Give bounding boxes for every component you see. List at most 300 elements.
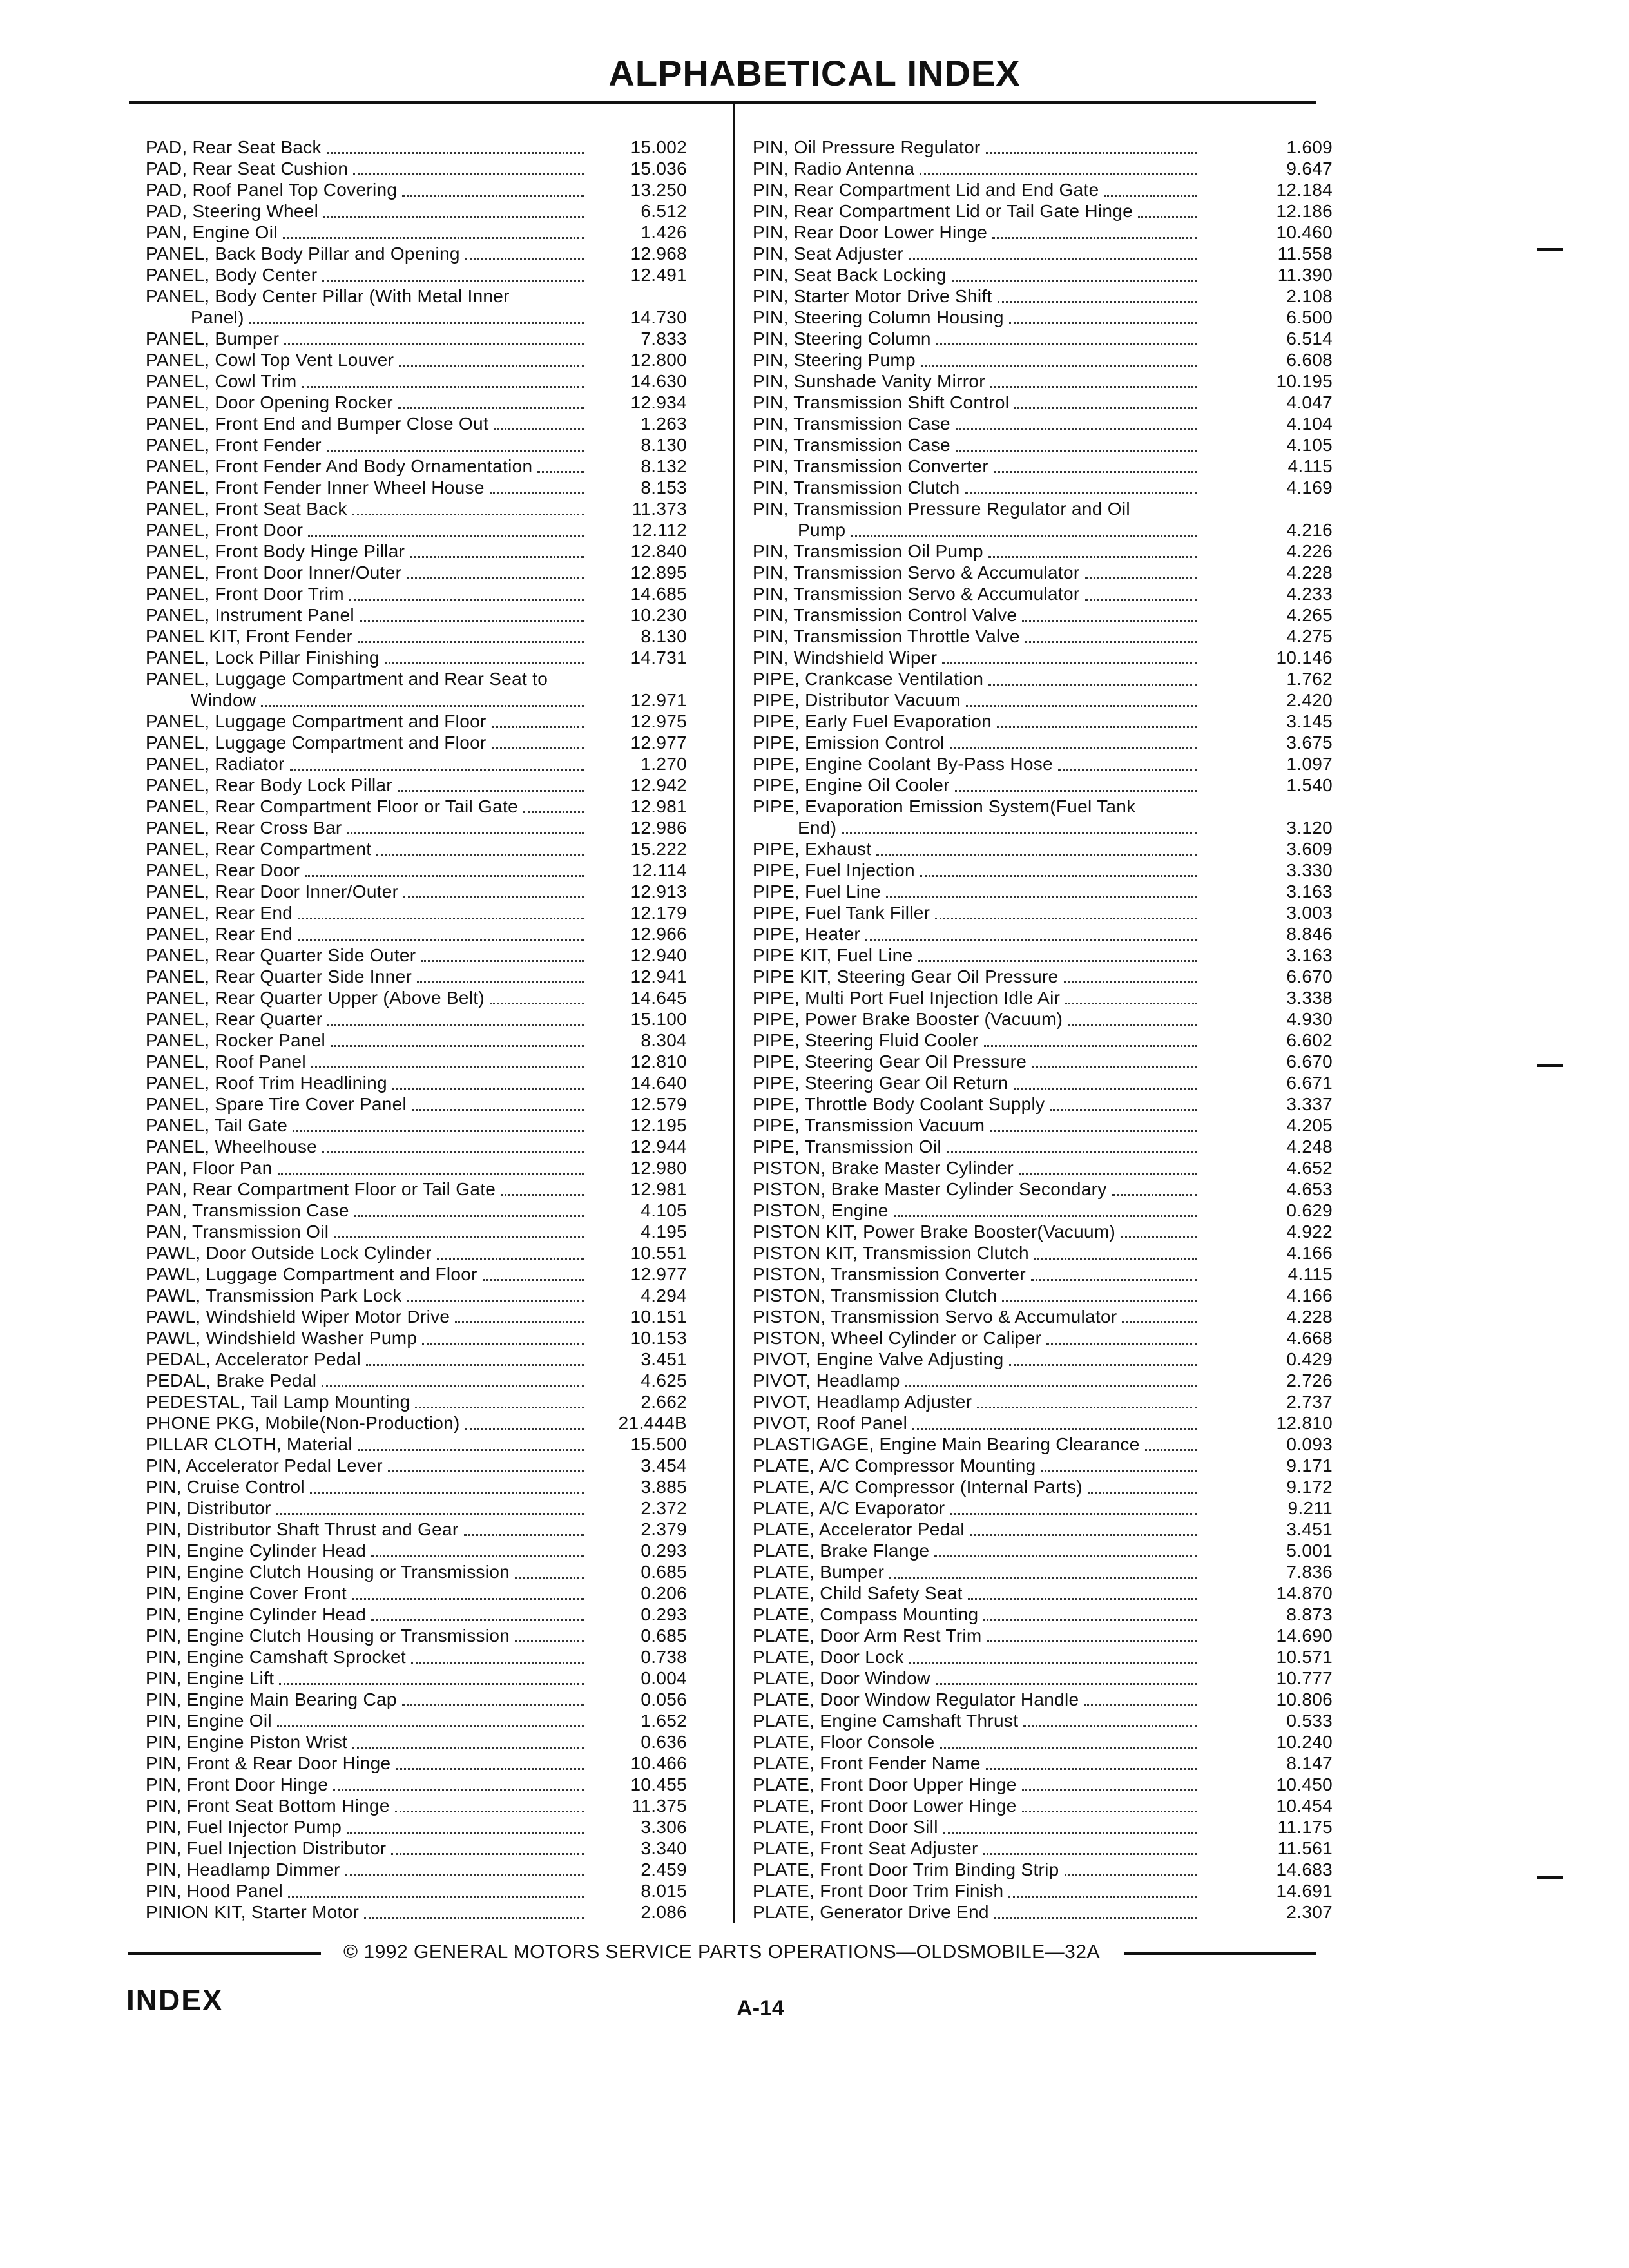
index-entry [146,1136,687,1157]
entry-name: PINION KIT, Starter Motor [146,1902,360,1922]
dot-leader [305,860,584,877]
dot-leader [284,328,584,345]
entry-name: PANEL, Body Center [146,265,318,285]
index-entry [753,222,1333,243]
index-entry [753,1072,1333,1093]
entry-name: PANEL, Luggage Compartment and Floor [146,733,487,753]
dot-leader [997,711,1197,728]
entry-name: PLATE, Front Door Trim Finish [753,1881,1004,1901]
dot-leader [494,413,584,430]
entry-name: PEDAL, Accelerator Pedal [146,1349,361,1369]
index-entry [146,860,687,881]
entry-name: PLATE, Front Fender Name [753,1753,981,1773]
dot-leader [1138,200,1197,218]
entry-reference: 0.629 [1286,1200,1333,1220]
entry-reference: 12.968 [630,244,687,264]
dot-leader [1121,1221,1197,1238]
dot-leader [1023,1710,1197,1727]
dot-leader [279,1667,584,1685]
entry-name: PIPE, Emission Control [753,733,945,753]
index-entry [753,1264,1333,1285]
index-entry [753,1221,1333,1242]
index-entry [753,349,1333,370]
entry-reference: 14.690 [1276,1626,1333,1646]
entry-name: PIN, Transmission Servo & Accumulator [753,584,1080,604]
dot-leader [1014,1072,1197,1090]
entry-name: PLATE, Generator Drive End [753,1902,989,1922]
index-entry [753,328,1333,349]
index-entry [753,200,1333,222]
dot-leader [310,1476,584,1494]
entry-reference: 0.685 [641,1562,687,1582]
dot-leader [994,456,1197,473]
dot-leader [1014,392,1197,409]
entry-reference: 3.163 [1286,881,1333,901]
entry-name: PANEL, Front Seat Back [146,499,347,519]
entry-name: PLASTIGAGE, Engine Main Bearing Clearance [753,1434,1140,1454]
index-entry [753,966,1333,987]
index-entry [146,456,687,477]
dot-leader [288,1880,584,1898]
index-entry [146,285,687,307]
entry-reference: 0.004 [641,1668,687,1688]
dot-leader [399,349,584,367]
index-entry [146,1264,687,1285]
entry-name: PIN, Rear Door Lower Hinge [753,222,988,242]
index-entry [753,1306,1333,1327]
entry-name: PANEL, Rear End [146,924,293,944]
index-entry [146,1434,687,1455]
dot-leader [952,264,1197,282]
entry-reference: 6.670 [1286,1052,1333,1072]
entry-reference: 12.981 [630,1179,687,1199]
dot-leader [322,1136,584,1153]
dot-leader [1019,1157,1197,1175]
index-entry [753,1008,1333,1030]
entry-name: PLATE, Door Arm Rest Trim [753,1626,982,1646]
entry-name: PANEL, Rear Quarter Upper (Above Belt) [146,988,485,1008]
dot-leader [465,1412,584,1430]
index-entry [146,477,687,498]
entry-reference: 8.873 [1286,1604,1333,1624]
entry-reference: 11.375 [631,1796,687,1816]
entry-name: PIN, Engine Clutch Housing or Transmission [146,1562,510,1582]
entry-reference: 2.662 [641,1392,687,1412]
entry-name: PANEL, Rear Compartment Floor or Tail Gate [146,796,518,816]
index-entry [146,1710,687,1731]
page-title: ALPHABETICAL INDEX [608,53,1021,93]
entry-reference: 7.836 [1286,1562,1333,1582]
entry-reference: 10.777 [1276,1668,1333,1688]
entry-reference: 4.248 [1286,1137,1333,1157]
entry-name: PIN, Engine Lift [146,1668,275,1688]
index-entry [753,1178,1333,1200]
entry-name: PIPE, Steering Fluid Cooler [753,1030,979,1050]
index-entry [753,1157,1333,1178]
entry-name: PIN, Engine Clutch Housing or Transmission [146,1626,510,1646]
dot-leader [411,1646,584,1664]
index-entry [753,753,1333,774]
dot-leader [302,370,584,388]
entry-name: PIN, Distributor Shaft Thrust and Gear [146,1519,459,1539]
dot-leader [415,1391,584,1408]
index-entry [146,583,687,604]
index-entry [753,583,1333,604]
dot-leader [950,732,1197,749]
entry-reference: 0.056 [641,1689,687,1709]
dot-leader [998,285,1197,303]
dot-leader [385,647,584,664]
entry-name: PLATE, Engine Camshaft Thrust [753,1711,1019,1731]
index-entry [146,1157,687,1178]
entry-reference: 3.337 [1286,1094,1333,1114]
entry-reference: 12.913 [630,881,687,901]
entry-name: PANEL, Radiator [146,754,285,774]
index-entry [753,647,1333,668]
entry-reference: 10.151 [630,1307,687,1327]
entry-reference: 8.153 [641,477,687,497]
index-entry [753,1901,1333,1923]
entry-reference: 4.228 [1286,1307,1333,1327]
entry-reference: 10.146 [1276,648,1333,668]
margin-mark [1537,1064,1563,1067]
dot-leader [894,1200,1197,1217]
dot-leader [398,392,584,409]
entry-name: PHONE PKG, Mobile(Non-Production) [146,1413,460,1433]
entry-name: PISTON, Engine [753,1200,889,1220]
entry-name: PIN, Engine Camshaft Sprocket [146,1647,406,1667]
entry-name: PISTON KIT, Transmission Clutch [753,1243,1029,1263]
dot-leader [402,179,584,197]
entry-name: Panel) [191,307,244,327]
entry-name: Pump [798,520,846,540]
entry-reference: 12.944 [630,1137,687,1157]
index-entry [753,498,1333,519]
index-entry [146,1221,687,1242]
entry-reference: 6.514 [1286,329,1333,349]
entry-name: PIPE, Evaporation Emission System(Fuel Tank [753,796,1136,816]
entry-name: PLATE, Accelerator Pedal [753,1519,965,1539]
dot-leader [886,881,1197,898]
entry-name: PIN, Accelerator Pedal Lever [146,1456,383,1475]
index-entry [753,519,1333,541]
index-entry [146,689,687,711]
entry-reference: 12.810 [1276,1413,1333,1433]
dot-leader [988,668,1197,686]
entry-reference: 14.683 [1276,1860,1333,1879]
entry-name: PANEL, Rear Quarter [146,1009,323,1029]
entry-name: PANEL, Bumper [146,329,280,349]
entry-name: PIN, Transmission Oil Pump [753,541,983,561]
dot-leader [334,1221,584,1238]
index-entry [753,1731,1333,1753]
index-entry [753,1859,1333,1880]
index-entry [146,328,687,349]
index-entry [753,1349,1333,1370]
column-divider [733,101,735,1923]
index-entry [753,1880,1333,1901]
dot-leader [358,626,584,643]
entry-name: PIN, Engine Main Bearing Cap [146,1689,397,1709]
index-entry [146,774,687,796]
dot-leader [523,796,584,813]
entry-name: PIN, Rear Compartment Lid or Tail Gate Hinge [753,201,1133,221]
entry-name: PANEL, Front Door Inner/Outer [146,562,402,582]
index-entry [753,1434,1333,1455]
index-entry [146,966,687,987]
index-entry [753,1391,1333,1412]
index-entry [146,1540,687,1561]
entry-name: PAWL, Windshield Washer Pump [146,1328,418,1348]
dot-leader [360,604,584,622]
dot-leader [936,1667,1197,1685]
dot-leader [308,519,584,537]
entry-reference: 0.093 [1286,1434,1333,1454]
margin-mark [1537,1876,1563,1879]
entry-name: PIVOT, Headlamp Adjuster [753,1392,972,1412]
dot-leader [966,689,1197,707]
dot-leader [290,753,584,771]
index-entry [753,796,1333,817]
dot-leader [311,1051,584,1068]
entry-reference: 8.132 [641,456,687,476]
index-entry [146,1030,687,1051]
index-entry [753,562,1333,583]
entry-reference: 8.846 [1286,924,1333,944]
entry-name: PIN, Windshield Wiper [753,648,938,668]
entry-reference: 4.625 [641,1370,687,1390]
entry-name: PIPE, Exhaust [753,839,872,859]
entry-name: PANEL, Front Fender [146,435,322,455]
entry-name: PIN, Fuel Injector Pump [146,1817,342,1837]
entry-name: PIN, Transmission Servo & Accumulator [753,562,1080,582]
index-entry [146,222,687,243]
index-entry [753,307,1333,328]
entry-reference: 4.216 [1286,520,1333,540]
index-entry [146,1455,687,1476]
entry-name: PIPE, Transmission Oil [753,1137,941,1157]
entry-reference: 4.169 [1286,477,1333,497]
entry-reference: 1.762 [1286,669,1333,689]
entry-reference: 4.294 [641,1285,687,1305]
entry-name: PANEL, Rocker Panel [146,1030,326,1050]
entry-reference: 6.671 [1286,1073,1333,1093]
entry-name: PAWL, Door Outside Lock Cylinder [146,1243,432,1263]
index-entry [146,434,687,456]
entry-name: PIPE, Fuel Line [753,881,882,901]
dot-leader [943,1816,1197,1834]
entry-reference: 8.130 [641,626,687,646]
dot-leader [934,1540,1197,1557]
entry-reference: 12.934 [630,392,687,412]
index-entry [146,1625,687,1646]
entry-reference: 4.930 [1286,1009,1333,1029]
entry-reference: 11.561 [1277,1838,1333,1858]
index-entry [146,1667,687,1689]
index-entry [753,732,1333,753]
entry-reference: 11.175 [1277,1817,1333,1837]
index-entry [753,541,1333,562]
index-entry [146,1582,687,1604]
entry-reference: 3.163 [1286,945,1333,965]
dot-leader [994,1901,1197,1919]
dot-leader [261,689,584,707]
index-entry [146,1838,687,1859]
entry-reference: 3.675 [1286,733,1333,753]
dot-leader [920,860,1197,877]
dot-leader [501,1178,584,1196]
entry-name: PANEL, Spare Tire Cover Panel [146,1094,407,1114]
entry-reference: 4.115 [1287,1264,1333,1284]
entry-name: PIN, Oil Pressure Regulator [753,137,981,157]
entry-reference: 10.195 [1276,371,1333,391]
index-entry [753,774,1333,796]
index-entry [753,370,1333,392]
entry-reference: 3.330 [1286,860,1333,880]
entry-name: PANEL, Roof Panel [146,1052,306,1072]
index-entry [753,1774,1333,1795]
dot-leader [465,243,584,260]
entry-name: PLATE, A/C Compressor Mounting [753,1456,1036,1475]
entry-name: PIN, Steering Column [753,329,931,349]
dot-leader [988,541,1197,558]
entry-name: PIPE, Multi Port Fuel Injection Idle Air [753,988,1061,1008]
dot-leader [1065,1859,1197,1876]
dot-leader [986,1753,1197,1770]
entry-name: PAN, Floor Pan [146,1158,273,1178]
entry-reference: 14.691 [1276,1881,1333,1901]
index-entry [146,1093,687,1115]
entry-name: PLATE, Front Seat Adjuster [753,1838,978,1858]
index-entry [146,519,687,541]
entry-name: PIN, Sunshade Vanity Mirror [753,371,985,391]
index-entry [146,987,687,1008]
entry-name: PIN, Steering Pump [753,350,916,370]
dot-leader [956,434,1197,452]
entry-reference: 4.105 [1286,435,1333,455]
dot-leader [421,945,584,962]
entry-reference: 1.263 [641,414,687,434]
entry-reference: 2.086 [641,1902,687,1922]
index-entry [753,1051,1333,1072]
entry-name: PAD, Rear Seat Cushion [146,159,349,178]
copyright-line: © 1992 GENERAL MOTORS SERVICE PARTS OPERATIONS—OLDSMOBILE—32A [343,1941,1101,1963]
dot-leader [950,1497,1197,1515]
entry-reference: 14.870 [1276,1583,1333,1603]
dot-leader [283,222,584,239]
dot-leader [376,838,584,856]
entry-name: PILLAR CLOTH, Material [146,1434,352,1454]
entry-name: PISTON, Wheel Cylinder or Caliper [753,1328,1042,1348]
entry-name: PIPE, Steering Gear Oil Pressure [753,1052,1027,1072]
entry-reference: 12.491 [630,265,687,285]
entry-name: PANEL KIT, Front Fender [146,626,353,646]
dot-leader [402,1689,584,1706]
entry-name: PIPE, Throttle Body Coolant Supply [753,1094,1045,1114]
entry-reference: 4.166 [1286,1243,1333,1263]
entry-reference: 12.940 [630,945,687,965]
entry-name: PIPE, Engine Oil Cooler [753,775,950,795]
dot-leader [327,1008,584,1026]
entry-reference: 10.240 [1276,1732,1333,1752]
entry-name: PIPE, Heater [753,924,861,944]
dot-leader [395,1795,584,1812]
dot-leader [492,732,584,749]
entry-name: PIPE, Early Fuel Evaporation [753,711,992,731]
entry-name: PIN, Engine Cylinder Head [146,1604,367,1624]
entry-name: PANEL, Rear End [146,903,293,923]
entry-name: PISTON, Brake Master Cylinder Secondary [753,1179,1107,1199]
index-entry [146,1115,687,1136]
entry-name: PIPE, Power Brake Booster (Vacuum) [753,1009,1063,1029]
dot-leader [956,413,1197,430]
index-entry [146,1795,687,1816]
dot-leader [515,1561,584,1579]
dot-leader [298,902,584,919]
index-entry [753,392,1333,413]
index-entry [753,1561,1333,1582]
entry-name: PIN, Front Door Hinge [146,1774,329,1794]
entry-name: PANEL, Rear Body Lock Pillar [146,775,392,795]
index-entry [753,1689,1333,1710]
entry-name: PLATE, Front Door Lower Hinge [753,1796,1017,1816]
entry-reference: 10.450 [1276,1774,1333,1794]
dot-leader [331,1030,584,1047]
index-entry [146,1476,687,1497]
dot-leader [353,158,584,175]
dot-leader [410,541,584,558]
entry-name: PLATE, Door Window [753,1668,930,1688]
index-entry [753,1285,1333,1306]
dot-leader [1065,987,1197,1004]
dot-leader [1046,1327,1197,1345]
entry-reference: 14.730 [630,307,687,327]
entry-name: PIPE, Steering Gear Oil Return [753,1073,1008,1093]
entry-name: PIN, Transmission Throttle Valve [753,626,1020,646]
entry-reference: 3.885 [641,1477,687,1497]
index-entry [753,179,1333,200]
entry-name: PANEL, Front Door [146,520,304,540]
dot-leader [984,1030,1198,1047]
entry-name: PANEL, Rear Cross Bar [146,818,342,838]
entry-name: PAD, Roof Panel Top Covering [146,180,398,200]
entry-reference: 15.222 [630,839,687,859]
entry-reference: 15.500 [630,1434,687,1454]
dot-leader [364,1901,584,1919]
entry-reference: 2.737 [1286,1392,1333,1412]
index-entry [753,1667,1333,1689]
index-entry [146,945,687,966]
index-entry [753,1540,1333,1561]
dot-leader [371,1540,584,1557]
dot-leader [965,477,1197,494]
entry-reference: 10.806 [1276,1689,1333,1709]
entry-reference: 21.444B [618,1413,687,1433]
index-entry [146,923,687,945]
dot-leader [455,1306,584,1323]
dot-leader [354,1200,584,1217]
index-entry [146,1774,687,1795]
entry-reference: 3.454 [641,1456,687,1475]
index-entry [753,668,1333,689]
index-entry [753,285,1333,307]
index-entry [146,541,687,562]
index-entry [146,200,687,222]
entry-reference: 8.015 [641,1881,687,1901]
index-entry [146,711,687,732]
entry-name: PLATE, Floor Console [753,1732,935,1752]
entry-name: PIN, Transmission Case [753,435,950,455]
